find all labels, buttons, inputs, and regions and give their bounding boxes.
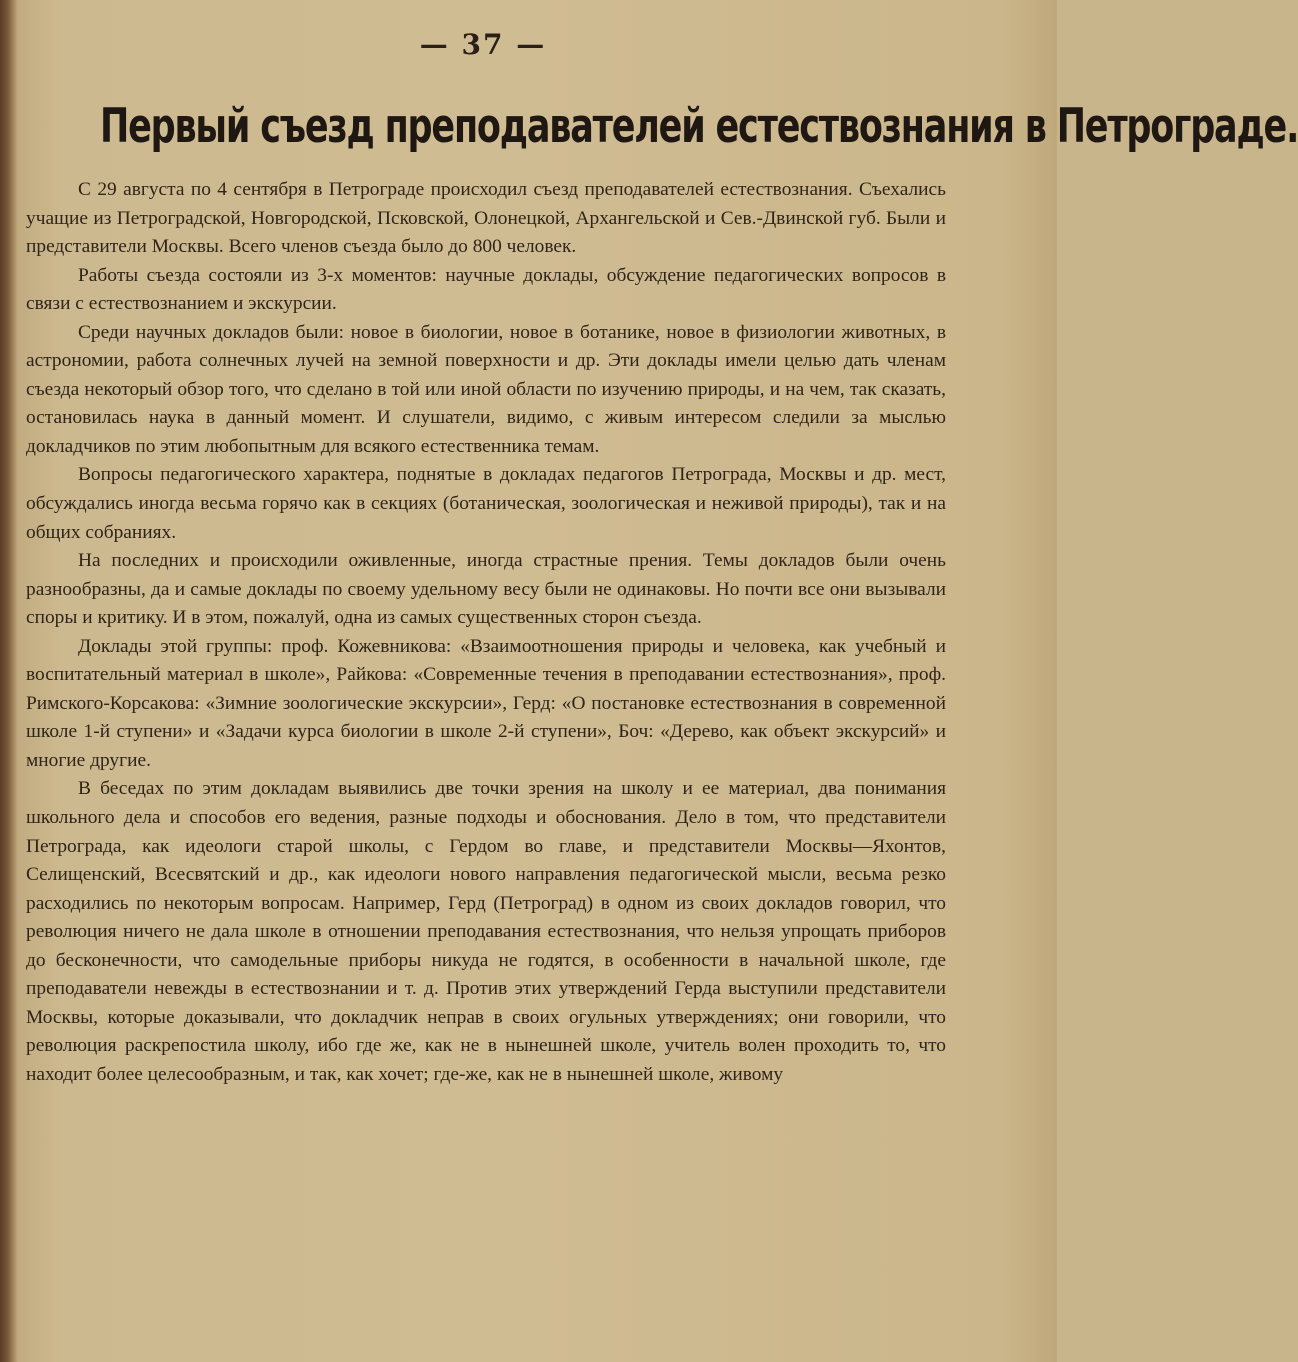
paragraph: В беседах по этим докладам выявились две точки зрения на школу и ее материал, два понимания школьного дела и способов его ведения, разные подходы и обоснования. Дело в том, что представители Петрограда, как идеологи старой школы, с Гердом во главе, и представители Москвы—Яхонтов, Селищенский, Всесвятский и др., как идеологи нового направления педагогической мысли, весьма резко расходились по некоторым вопросам. Например, Герд (Петроград) в одном из своих докладов говорил, что революция ничего не дала школе в отношении преподавания естествознания, что нельзя упрощать приборов до бесконечности, что самодельные приборы никуда не годятся, в особенности в начальной школе, где преподаватели невежды в естествознании и т. д. Против этих утверждений Герда выступили представители Москвы, которые доказывали, что докладчик неправ в своих огульных утверждениях; они говорили, что революция раскрепостила школу, ибо где же, как не в нынешней школе, учитель волен проходить то, что находит более целесообразным, и так, как хочет; где-же, как не в нынешней школе, живому	[26, 778, 946, 1085]
page-number: — 37 —	[419, 28, 547, 61]
paragraph: Среди научных докладов были: новое в биологии, новое в ботанике, новое в физиологии животных, в астрономии, работа солнечных лучей на земной поверхности и др. Эти доклады имели целью дать членам съезда некоторый обзор того, что сделано в той или иной области по изучению природы, и на чем, так сказать, остановилась наука в данный момент. И слушатели, видимо, с живым интересом следили за мыслью докладчиков по этим любопытным для всякого естественника темам.	[26, 321, 946, 457]
paragraph: С 29 августа по 4 сентября в Петрограде происходил съезд преподавателей естествознания. Съехались учащие из Петроградской, Новгородской, Псковской, Олонецкой, Архангельской и Сев.-Двинской губ. Были и представители Москвы. Всего членов съезда было до 800 человек.	[26, 179, 946, 258]
article-title: Первый съезд преподавателей естествознания в Петрограде.	[100, 100, 1298, 154]
paragraph: Вопросы педагогического характера, поднятые в докладах педагогов Петрограда, Москвы и др. мест, обсуждались иногда весьма горячо как в секциях (ботаническая, зоологическая и неживой природы), так и на общих собраниях.	[26, 464, 946, 543]
article-body	[26, 176, 946, 1090]
paragraph: Работы съезда состояли из 3-х моментов: научные доклады, обсуждение педагогических вопросов в связи с естествознанием и экскурсии.	[26, 264, 946, 315]
paragraph: Доклады этой группы: проф. Кожевникова: «Взаимоотношения природы и человека, как учебный и воспитательный материал в школе», Райкова: «Современные течения в преподавании естествознания», проф. Римского-Корсакова: «Зимние зоологические экскурсии», Герд: «О постановке естествознания в современной школе 1-й ступени» и «Задачи курса биологии в школе 2-й ступени», Боч: «Дерево, как объект экскурсий» и многие другие.	[26, 635, 946, 771]
paragraph: На последних и происходили оживленные, иногда страстные прения. Темы докладов были очень разнообразны, да и самые доклады по своему удельному весу были не одинаковы. Но почти все они вызывали споры и критику. И в этом, пожалуй, одна из самых существенных сторон съезда.	[26, 550, 946, 629]
